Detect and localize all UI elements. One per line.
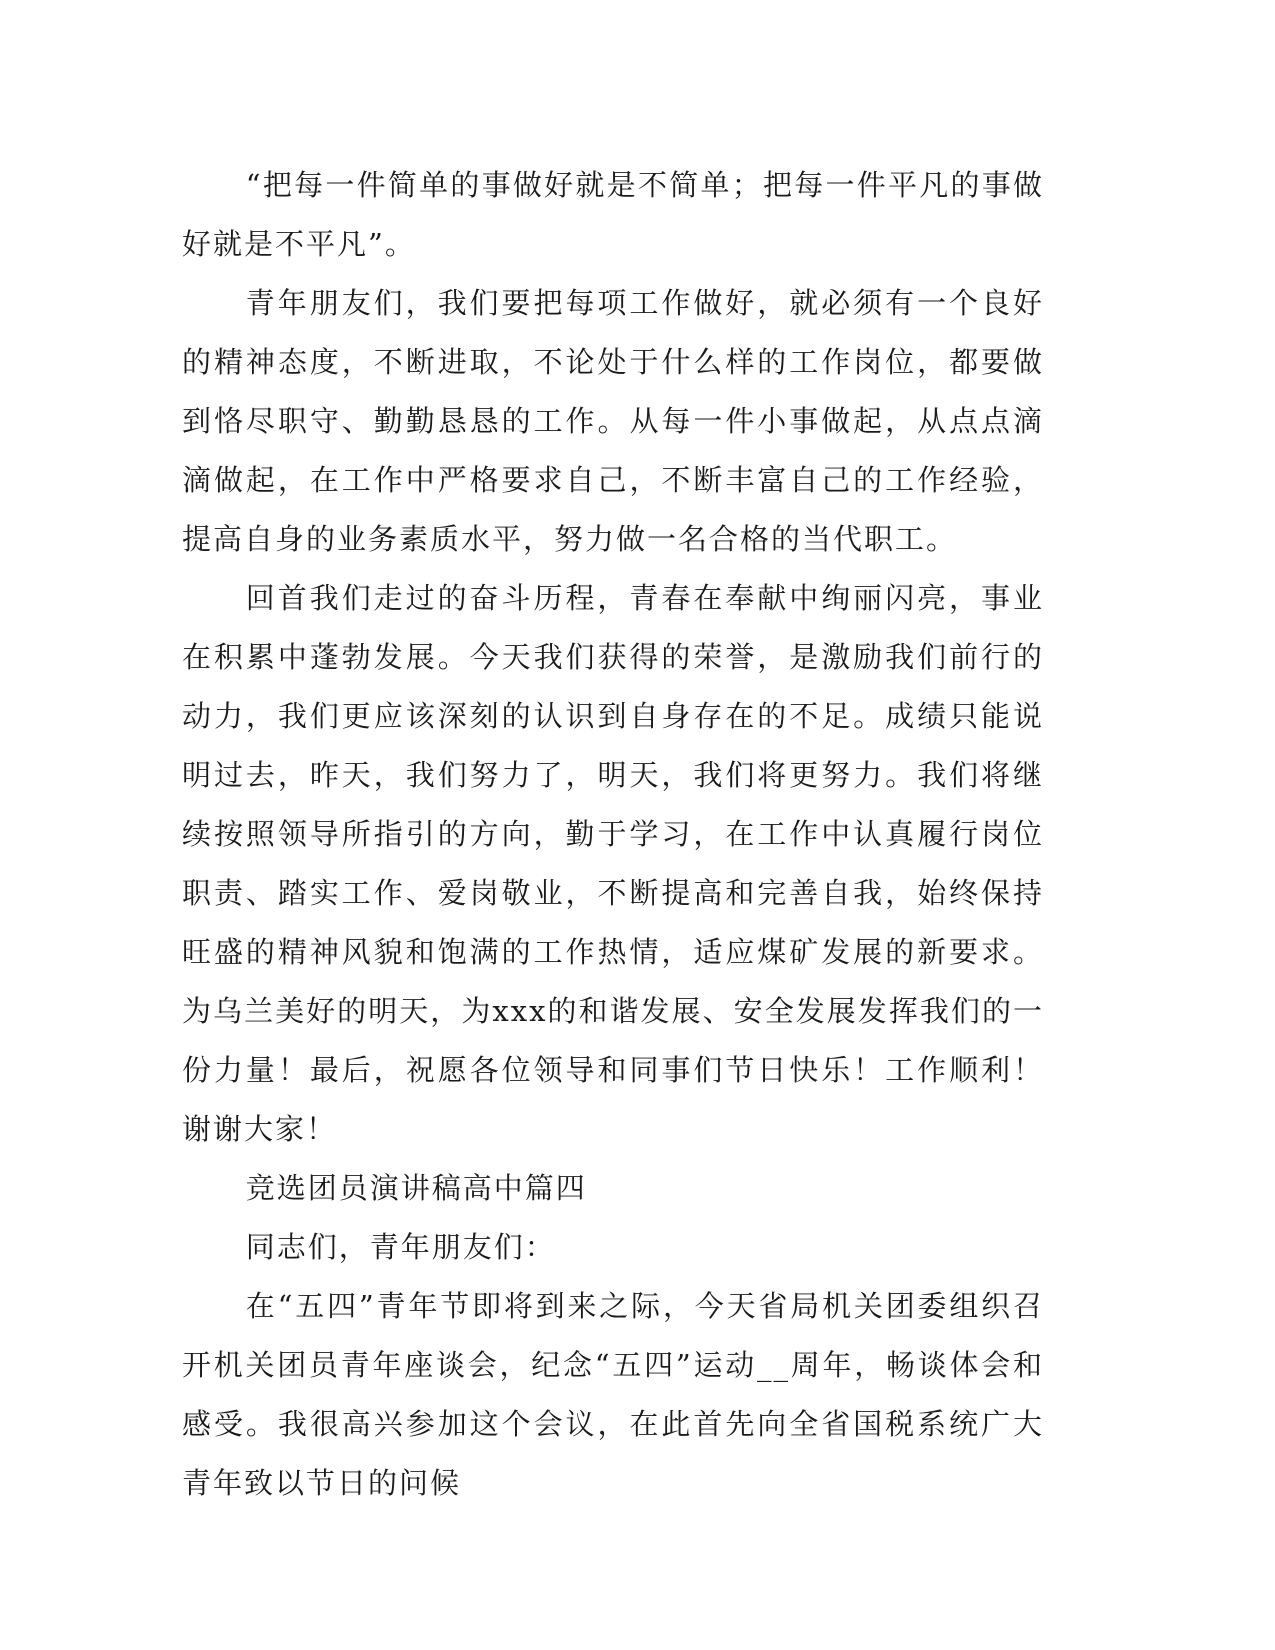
paragraph-may-fourth: 在“五四”青年节即将到来之际，今天省局机关团委组织召开机关团员青年座谈会，纪念“五四”运动__周年，畅谈体会和感受。我很高兴参加这个会议，在此首先向全省国税系统广大青年致以节日的问候: [182, 1289, 1044, 1500]
section-heading: 竞选团员演讲稿高中篇四: [245, 1171, 587, 1205]
paragraph-review: 回首我们走过的奋斗历程，青春在奉献中绚丽闪亮，事业在积累中蓬勃发展。今天我们获得的荣誉，是激励我们前行的动力，我们更应该深刻的认识到自身存在的不足。成绩只能说明过去，昨天，我们努力了，明天，我们将更努力。我们将继续按照领导所指引的方向，勤于学习，在工作中认真履行岗位职责、踏实工作、爱岗敬业，不断提高和完善自我，始终保持旺盛的精神风貌和饱满的工作热情，适应煤矿发展的新要求。为乌兰美好的明天，为xxx的和谐发展、安全发展发挥我们的一份力量！最后，祝愿各位领导和同事们节日快乐！工作顺利！谢谢大家！: [182, 581, 1044, 1146]
paragraph-quote: “把每一件简单的事做好就是不简单；把每一件平凡的事做好就是不平凡”。: [182, 168, 1044, 261]
paragraph-work-attitude: 青年朋友们，我们要把每项工作做好，就必须有一个良好的精神态度，不断进取，不论处于什么样的工作岗位，都要做到恪尽职守、勤勤恳恳的工作。从每一件小事做起，从点点滴滴做起，在工作中严格要求自己，不断丰富自己的工作经验，提高自身的业务素质水平，努力做一名合格的当代职工。: [182, 286, 1044, 556]
document-body: [182, 156, 1044, 1513]
salutation: 同志们，青年朋友们：: [245, 1230, 556, 1264]
